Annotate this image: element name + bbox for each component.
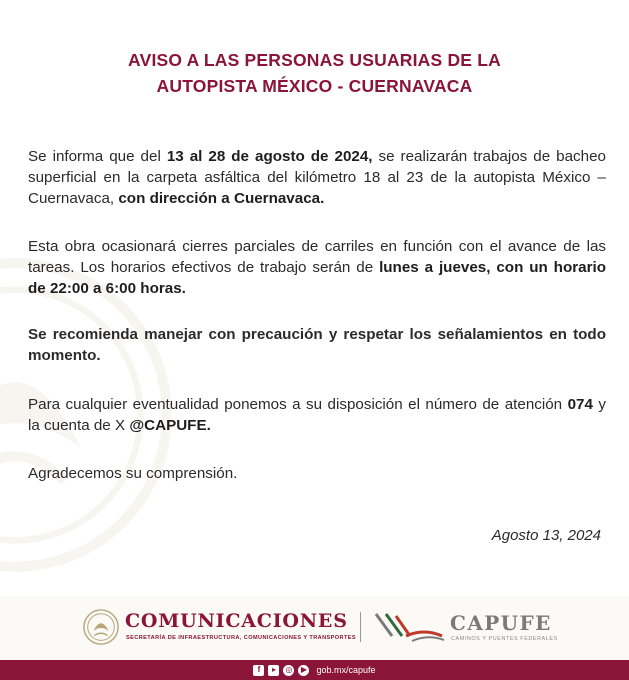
youtube-icon[interactable]: ▶: [298, 665, 309, 676]
social-links: [0, 660, 629, 680]
paragraph-schedule: [28, 236, 606, 299]
instagram-icon[interactable]: ◎: [283, 665, 294, 676]
national-seal-icon: [82, 608, 120, 648]
paragraph-thanks: Agradecemos su comprensión.: [28, 465, 238, 482]
p4-text-1: Para cualquier eventualidad ponemos a su disposición el número de atención: [28, 396, 568, 413]
title-line-1: AVISO A LAS PERSONAS USUARIAS DE LA: [128, 50, 501, 70]
capufe-logo-text: CAPUFE: [450, 611, 552, 635]
comunicaciones-logo-text: COMUNICACIONES: [125, 610, 348, 632]
p2-bold-schedule: lunes a jueves, con un horario de 22:00 a 6:00 horas.: [28, 259, 606, 297]
paragraph-contact: [28, 394, 606, 436]
comunicaciones-subtitle: SECRETARÍA DE INFRAESTRUCTURA, COMUNICACIONES Y TRANSPORTES: [126, 635, 357, 641]
p4-text-2: y la cuenta de X: [28, 396, 606, 434]
notice-date: Agosto 13, 2024: [491, 527, 601, 544]
footer-divider: [360, 612, 361, 642]
p4-bold-handle: @CAPUFE.: [129, 417, 211, 434]
paragraph-caution: Se recomienda manejar con precaución y respetar los señalamientos en todo momento.: [28, 326, 606, 364]
title-line-2: AUTOPISTA MÉXICO - CUERNAVACA: [156, 76, 473, 96]
facebook-icon[interactable]: f: [253, 665, 264, 676]
p1-bold-dates: 13 al 28 de agosto de 2024,: [166, 148, 373, 165]
p2-text: Esta obra ocasionará cierres parciales de carriles en función con el avance de las tareas. Los horarios efectivos de trabajo serán de: [28, 238, 606, 276]
capufe-logo-icon: [372, 606, 446, 646]
website-link[interactable]: gob.mx/capufe: [316, 665, 376, 675]
p1-text-2: se realizarán trabajos de bacheo superficial en la carpeta asfáltica del kilómetro 18 al 23 de la autopista México – Cuernavaca,: [28, 148, 606, 207]
p4-bold-phone: 074: [567, 396, 593, 413]
twitter-icon[interactable]: ▸: [268, 665, 279, 676]
notice-title: [0, 47, 629, 99]
p1-bold-direction: con dirección a Cuernavaca.: [118, 190, 325, 207]
p1-text-1: Se informa que del: [28, 148, 167, 165]
capufe-subtitle: CAMINOS Y PUENTES FEDERALES: [451, 636, 558, 642]
paragraph-dates: [28, 146, 606, 209]
